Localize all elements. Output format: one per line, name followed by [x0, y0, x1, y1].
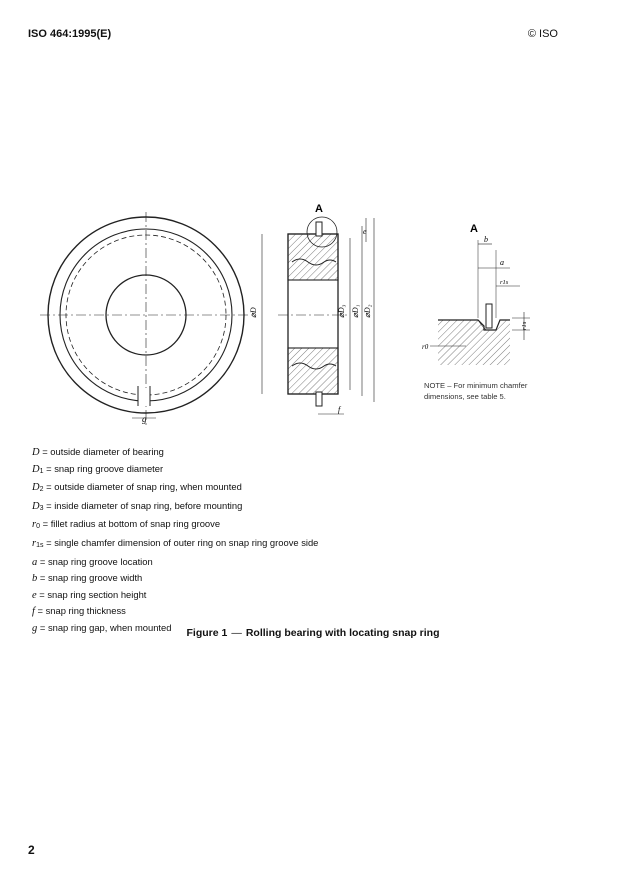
copyright-notice: © ISO: [527, 28, 558, 40]
legend-text: = snap ring groove diameter: [46, 462, 164, 474]
legend-row: [32, 603, 592, 620]
legend-symbol: f: [32, 606, 35, 618]
legend-symbol: g: [32, 622, 38, 634]
caption-dash: —: [231, 627, 242, 639]
legend-row: [32, 498, 592, 517]
legend-text: = snap ring gap, when mounted: [39, 621, 172, 633]
standard-id: ISO 464:1995(E): [28, 28, 112, 40]
figure-caption: [0, 627, 626, 639]
detail-title-a: A: [470, 223, 478, 235]
caption-label: Figure 1: [186, 627, 228, 639]
legend-symbol: r: [32, 537, 37, 549]
label-D3: ⌀D₃: [337, 304, 346, 318]
label-D: ⌀D: [249, 307, 258, 318]
label-D1: ⌀D₁: [351, 304, 360, 318]
legend-subscript: 0: [36, 523, 40, 531]
legend-symbol: b: [32, 573, 38, 585]
legend-symbol: D: [32, 482, 40, 494]
caption-title: Rolling bearing with locating snap ring: [245, 627, 440, 639]
legend-row: [32, 587, 592, 604]
label-g: g: [142, 414, 147, 424]
legend-text: = fillet radius at bottom of snap ring groove: [42, 518, 221, 530]
legend-text: = single chamfer dimension of outer ring on snap ring groove side: [46, 536, 319, 548]
legend-symbol: D: [32, 463, 40, 475]
bearing-front-view: [40, 212, 252, 428]
legend-text: = snap ring groove width: [39, 572, 143, 584]
legend-symbol: D: [32, 500, 40, 512]
legend-row: [32, 444, 592, 461]
label-f: f: [338, 405, 341, 414]
label-r0: r0: [422, 343, 429, 351]
legend-symbol: e: [32, 589, 37, 601]
legend-subscript: 3: [39, 504, 44, 512]
label-r1s: r1s: [500, 279, 509, 286]
legend-text: = snap ring thickness: [37, 605, 126, 617]
symbol-legend: [32, 444, 592, 637]
legend-row: [32, 461, 592, 480]
detail-a-view: [430, 240, 530, 365]
legend-row: [32, 535, 592, 554]
legend-text: = outside diameter of bearing: [42, 446, 164, 457]
legend-subscript: 1: [39, 467, 44, 475]
legend-subscript: 2: [39, 486, 44, 494]
detail-marker-a: A: [315, 203, 323, 215]
legend-text: = snap ring section height: [39, 588, 147, 600]
page-number: 2: [28, 843, 35, 857]
legend-text: = snap ring groove location: [39, 555, 153, 567]
note-line-1: NOTE – For minimum chamfer: [424, 381, 528, 390]
legend-row: [32, 570, 592, 587]
label-D2: ⌀D₂: [363, 304, 372, 318]
legend-row: [32, 554, 592, 571]
legend-symbol: D: [32, 447, 40, 458]
label-r1s-side: r1s: [521, 321, 528, 330]
note-line-2: dimensions, see table 5.: [424, 392, 506, 401]
label-e: e: [363, 227, 367, 236]
label-b: b: [484, 235, 488, 244]
legend-subscript: 1s: [36, 541, 44, 549]
figure-drawing: [0, 190, 626, 430]
legend-symbol: a: [32, 556, 38, 568]
legend-symbol: r: [32, 519, 37, 531]
legend-row: [32, 516, 592, 535]
legend-text: = inside diameter of snap ring, before mounting: [46, 499, 243, 511]
legend-text: = outside diameter of snap ring, when mounted: [46, 481, 242, 493]
legend-row: [32, 479, 592, 498]
figure-note: [424, 380, 527, 402]
label-a: a: [500, 258, 504, 267]
